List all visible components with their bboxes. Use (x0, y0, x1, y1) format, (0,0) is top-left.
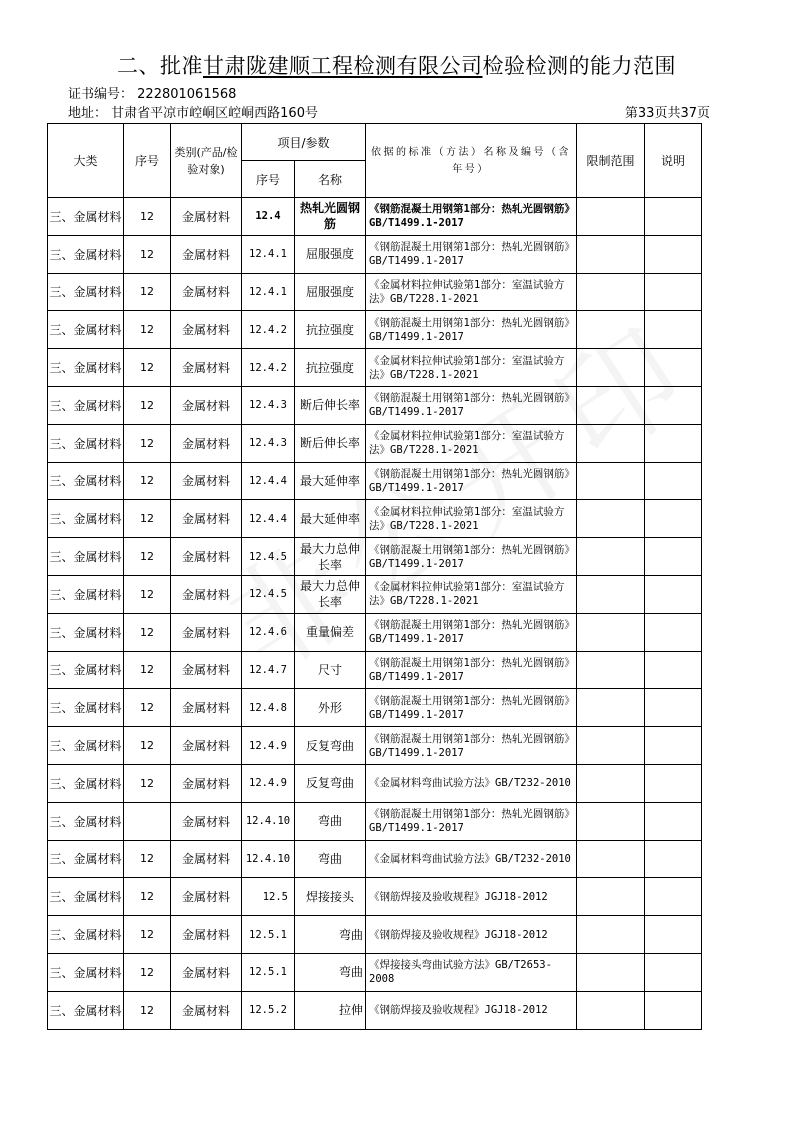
table-row (48, 727, 702, 765)
row-category: 三、金属材料 (48, 198, 124, 236)
address-label: 地址： (68, 106, 108, 121)
row-note (645, 386, 702, 424)
row-standard: 《钢筋混凝土用钢第1部分：热轧光圆钢筋》GB/T1499.1-2017 (366, 802, 577, 840)
row-note (645, 727, 702, 765)
row-item-seq: 12.5 (242, 878, 295, 916)
row-standard: 《金属材料拉伸试验第1部分：室温试验方法》GB/T228.1-2021 (366, 349, 577, 387)
row-seq: 12 (124, 273, 171, 311)
row-note (645, 953, 702, 991)
row-limit (577, 386, 645, 424)
header-category: 大类 (48, 124, 124, 198)
row-item-seq: 12.4.1 (242, 273, 295, 311)
row-category: 三、金属材料 (48, 878, 124, 916)
row-product: 金属材料 (171, 386, 242, 424)
row-note (645, 349, 702, 387)
address-value: 甘肃省平凉市崆峒区崆峒西路160号 (111, 106, 318, 121)
table-row (48, 613, 702, 651)
row-item-seq: 12.5.1 (242, 953, 295, 991)
row-seq (124, 802, 171, 840)
row-product: 金属材料 (171, 462, 242, 500)
row-seq: 12 (124, 575, 171, 613)
table-row (48, 878, 702, 916)
header-item-name: 名称 (295, 161, 366, 198)
table-row (48, 462, 702, 500)
row-seq: 12 (124, 613, 171, 651)
row-product: 金属材料 (171, 727, 242, 765)
row-standard: 《钢筋混凝土用钢第1部分：热轧光圆钢筋》GB/T1499.1-2017 (366, 538, 577, 576)
row-seq: 12 (124, 538, 171, 576)
row-note (645, 235, 702, 273)
row-standard: 《钢筋混凝土用钢第1部分：热轧光圆钢筋》GB/T1499.1-2017 (366, 689, 577, 727)
row-limit (577, 802, 645, 840)
row-item-name: 弯曲 (295, 916, 366, 954)
row-item-name: 弯曲 (295, 802, 366, 840)
row-limit (577, 538, 645, 576)
row-limit (577, 273, 645, 311)
table-row (48, 991, 702, 1029)
row-limit (577, 991, 645, 1029)
row-limit (577, 613, 645, 651)
row-item-name: 弯曲 (295, 953, 366, 991)
row-standard: 《钢筋混凝土用钢第1部分：热轧光圆钢筋》GB/T1499.1-2017 (366, 651, 577, 689)
row-note (645, 764, 702, 802)
row-category: 三、金属材料 (48, 689, 124, 727)
row-item-seq: 12.4.8 (242, 689, 295, 727)
table-row (48, 349, 702, 387)
row-item-name: 最大延伸率 (295, 462, 366, 500)
row-standard: 《金属材料拉伸试验第1部分：室温试验方法》GB/T228.1-2021 (366, 500, 577, 538)
table-row (48, 235, 702, 273)
row-limit (577, 689, 645, 727)
row-note (645, 538, 702, 576)
row-category: 三、金属材料 (48, 311, 124, 349)
row-note (645, 651, 702, 689)
row-item-seq: 12.4.6 (242, 613, 295, 651)
table-row (48, 953, 702, 991)
row-standard: 《钢筋混凝土用钢第1部分：热轧光圆钢筋》GB/T1499.1-2017 (366, 311, 577, 349)
row-standard: 《钢筋混凝土用钢第1部分：热轧光圆钢筋》GB/T1499.1-2017 (366, 462, 577, 500)
row-standard: 《金属材料拉伸试验第1部分：室温试验方法》GB/T228.1-2021 (366, 273, 577, 311)
row-seq: 12 (124, 916, 171, 954)
row-note (645, 575, 702, 613)
row-standard: 《钢筋焊接及验收规程》JGJ18-2012 (366, 878, 577, 916)
row-product: 金属材料 (171, 424, 242, 462)
row-item-seq: 12.4.5 (242, 575, 295, 613)
row-item-seq: 12.4.9 (242, 764, 295, 802)
row-note (645, 802, 702, 840)
row-product: 金属材料 (171, 311, 242, 349)
row-seq: 12 (124, 349, 171, 387)
row-item-name: 反复弯曲 (295, 727, 366, 765)
row-item-seq: 12.4.10 (242, 840, 295, 878)
row-limit (577, 462, 645, 500)
row-limit (577, 311, 645, 349)
table-row (48, 689, 702, 727)
table-row (48, 424, 702, 462)
table-row (48, 916, 702, 954)
row-category: 三、金属材料 (48, 802, 124, 840)
row-item-seq: 12.4.2 (242, 311, 295, 349)
row-standard: 《钢筋混凝土用钢第1部分：热轧光圆钢筋》GB/T1499.1-2017 (366, 613, 577, 651)
row-note (645, 878, 702, 916)
cert-value: 222801061568 (137, 87, 237, 102)
row-product: 金属材料 (171, 916, 242, 954)
row-product: 金属材料 (171, 613, 242, 651)
row-standard: 《金属材料拉伸试验第1部分：室温试验方法》GB/T228.1-2021 (366, 424, 577, 462)
row-item-name: 抗拉强度 (295, 349, 366, 387)
header-product: 类别(产品/检验对象) (171, 124, 242, 198)
row-product: 金属材料 (171, 878, 242, 916)
row-note (645, 613, 702, 651)
table-row (48, 651, 702, 689)
row-limit (577, 575, 645, 613)
header-seq: 序号 (124, 124, 171, 198)
row-item-seq: 12.4.3 (242, 386, 295, 424)
page-title (0, 50, 793, 80)
address-line (68, 102, 318, 121)
table-row (48, 273, 702, 311)
row-seq: 12 (124, 386, 171, 424)
table-row (48, 500, 702, 538)
row-seq: 12 (124, 462, 171, 500)
header-limit: 限制范围 (577, 124, 645, 198)
row-seq: 12 (124, 953, 171, 991)
table-row (48, 198, 702, 236)
row-seq: 12 (124, 651, 171, 689)
row-item-name: 弯曲 (295, 840, 366, 878)
row-limit (577, 840, 645, 878)
row-item-name: 屈服强度 (295, 273, 366, 311)
row-note (645, 198, 702, 236)
row-product: 金属材料 (171, 273, 242, 311)
header-item-param: 项目/参数 (242, 124, 366, 161)
row-category: 三、金属材料 (48, 840, 124, 878)
row-limit (577, 727, 645, 765)
row-seq: 12 (124, 198, 171, 236)
row-item-name: 断后伸长率 (295, 424, 366, 462)
title-prefix: 二、批准 (117, 54, 203, 78)
row-limit (577, 651, 645, 689)
row-product: 金属材料 (171, 689, 242, 727)
row-limit (577, 916, 645, 954)
row-item-seq: 12.4.4 (242, 462, 295, 500)
row-seq: 12 (124, 311, 171, 349)
row-item-name: 热轧光圆钢筋 (295, 198, 366, 236)
row-item-seq: 12.4.4 (242, 500, 295, 538)
row-category: 三、金属材料 (48, 386, 124, 424)
row-limit (577, 424, 645, 462)
row-product: 金属材料 (171, 538, 242, 576)
row-limit (577, 235, 645, 273)
row-seq: 12 (124, 235, 171, 273)
row-category: 三、金属材料 (48, 349, 124, 387)
row-product: 金属材料 (171, 953, 242, 991)
row-seq: 12 (124, 878, 171, 916)
table-row (48, 802, 702, 840)
row-product: 金属材料 (171, 991, 242, 1029)
row-product: 金属材料 (171, 651, 242, 689)
row-item-seq: 12.4 (242, 198, 295, 236)
row-item-seq: 12.4.3 (242, 424, 295, 462)
row-standard: 《焊接接头弯曲试验方法》GB/T2653-2008 (366, 953, 577, 991)
row-note (645, 840, 702, 878)
row-seq: 12 (124, 764, 171, 802)
certificate-number (68, 83, 236, 102)
row-seq: 12 (124, 991, 171, 1029)
row-category: 三、金属材料 (48, 764, 124, 802)
row-category: 三、金属材料 (48, 651, 124, 689)
row-product: 金属材料 (171, 235, 242, 273)
row-note (645, 424, 702, 462)
header-standard: 依据的标准（方法）名称及编号（含年号） (366, 124, 577, 198)
table-row (48, 575, 702, 613)
row-item-seq: 12.4.2 (242, 349, 295, 387)
header-note: 说明 (645, 124, 702, 198)
row-standard: 《金属材料弯曲试验方法》GB/T232-2010 (366, 764, 577, 802)
row-seq: 12 (124, 727, 171, 765)
row-item-seq: 12.5.1 (242, 916, 295, 954)
row-limit (577, 953, 645, 991)
row-product: 金属材料 (171, 575, 242, 613)
row-item-seq: 12.4.7 (242, 651, 295, 689)
row-category: 三、金属材料 (48, 462, 124, 500)
row-limit (577, 878, 645, 916)
row-item-name: 最大力总伸长率 (295, 538, 366, 576)
row-category: 三、金属材料 (48, 538, 124, 576)
row-seq: 12 (124, 840, 171, 878)
row-item-seq: 12.4.10 (242, 802, 295, 840)
row-standard: 《钢筋焊接及验收规程》JGJ18-2012 (366, 991, 577, 1029)
row-product: 金属材料 (171, 764, 242, 802)
row-note (645, 916, 702, 954)
row-category: 三、金属材料 (48, 575, 124, 613)
row-item-name: 尺寸 (295, 651, 366, 689)
row-standard: 《金属材料拉伸试验第1部分：室温试验方法》GB/T228.1-2021 (366, 575, 577, 613)
row-note (645, 991, 702, 1029)
row-item-seq: 12.4.9 (242, 727, 295, 765)
row-seq: 12 (124, 689, 171, 727)
row-category: 三、金属材料 (48, 916, 124, 954)
row-item-name: 反复弯曲 (295, 764, 366, 802)
row-product: 金属材料 (171, 840, 242, 878)
row-limit (577, 198, 645, 236)
row-item-name: 外形 (295, 689, 366, 727)
row-item-seq: 12.5.2 (242, 991, 295, 1029)
row-category: 三、金属材料 (48, 424, 124, 462)
row-item-name: 焊接接头 (295, 878, 366, 916)
row-note (645, 311, 702, 349)
row-item-seq: 12.4.5 (242, 538, 295, 576)
row-item-name: 最大力总伸长率 (295, 575, 366, 613)
row-seq: 12 (124, 424, 171, 462)
row-limit (577, 764, 645, 802)
row-category: 三、金属材料 (48, 953, 124, 991)
row-limit (577, 500, 645, 538)
row-note (645, 462, 702, 500)
table-row (48, 386, 702, 424)
page-number: 第33页共37页 (624, 106, 710, 121)
row-standard: 《钢筋混凝土用钢第1部分：热轧光圆钢筋》GB/T1499.1-2017 (366, 727, 577, 765)
row-note (645, 273, 702, 311)
row-standard: 《钢筋混凝土用钢第1部分：热轧光圆钢筋》GB/T1499.1-2017 (366, 386, 577, 424)
row-product: 金属材料 (171, 198, 242, 236)
table-row (48, 764, 702, 802)
table-row (48, 840, 702, 878)
company-name: 甘肃陇建顺工程检测有限公司 (203, 54, 483, 78)
title-suffix: 检验检测的能力范围 (482, 54, 676, 78)
row-product: 金属材料 (171, 500, 242, 538)
row-item-name: 抗拉强度 (295, 311, 366, 349)
row-limit (577, 349, 645, 387)
row-category: 三、金属材料 (48, 500, 124, 538)
row-category: 三、金属材料 (48, 235, 124, 273)
row-item-name: 断后伸长率 (295, 386, 366, 424)
table-row (48, 538, 702, 576)
row-category: 三、金属材料 (48, 727, 124, 765)
row-category: 三、金属材料 (48, 991, 124, 1029)
row-category: 三、金属材料 (48, 613, 124, 651)
capability-table (47, 123, 702, 1030)
row-note (645, 500, 702, 538)
row-product: 金属材料 (171, 349, 242, 387)
table-row (48, 311, 702, 349)
row-item-name: 最大延伸率 (295, 500, 366, 538)
header-item-seq: 序号 (242, 161, 295, 198)
row-item-name: 屈服强度 (295, 235, 366, 273)
row-category: 三、金属材料 (48, 273, 124, 311)
row-seq: 12 (124, 500, 171, 538)
row-product: 金属材料 (171, 802, 242, 840)
row-item-name: 重量偏差 (295, 613, 366, 651)
row-item-name: 拉伸 (295, 991, 366, 1029)
table-body (48, 198, 702, 1030)
row-standard: 《钢筋焊接及验收规程》JGJ18-2012 (366, 916, 577, 954)
row-item-seq: 12.4.1 (242, 235, 295, 273)
row-standard: 《钢筋混凝土用钢第1部分：热轧光圆钢筋》GB/T1499.1-2017 (366, 235, 577, 273)
row-standard: 《金属材料弯曲试验方法》GB/T232-2010 (366, 840, 577, 878)
cert-label: 证书编号： (68, 87, 134, 102)
row-note (645, 689, 702, 727)
row-standard: 《钢筋混凝土用钢第1部分：热轧光圆钢筋》GB/T1499.1-2017 (366, 198, 577, 236)
